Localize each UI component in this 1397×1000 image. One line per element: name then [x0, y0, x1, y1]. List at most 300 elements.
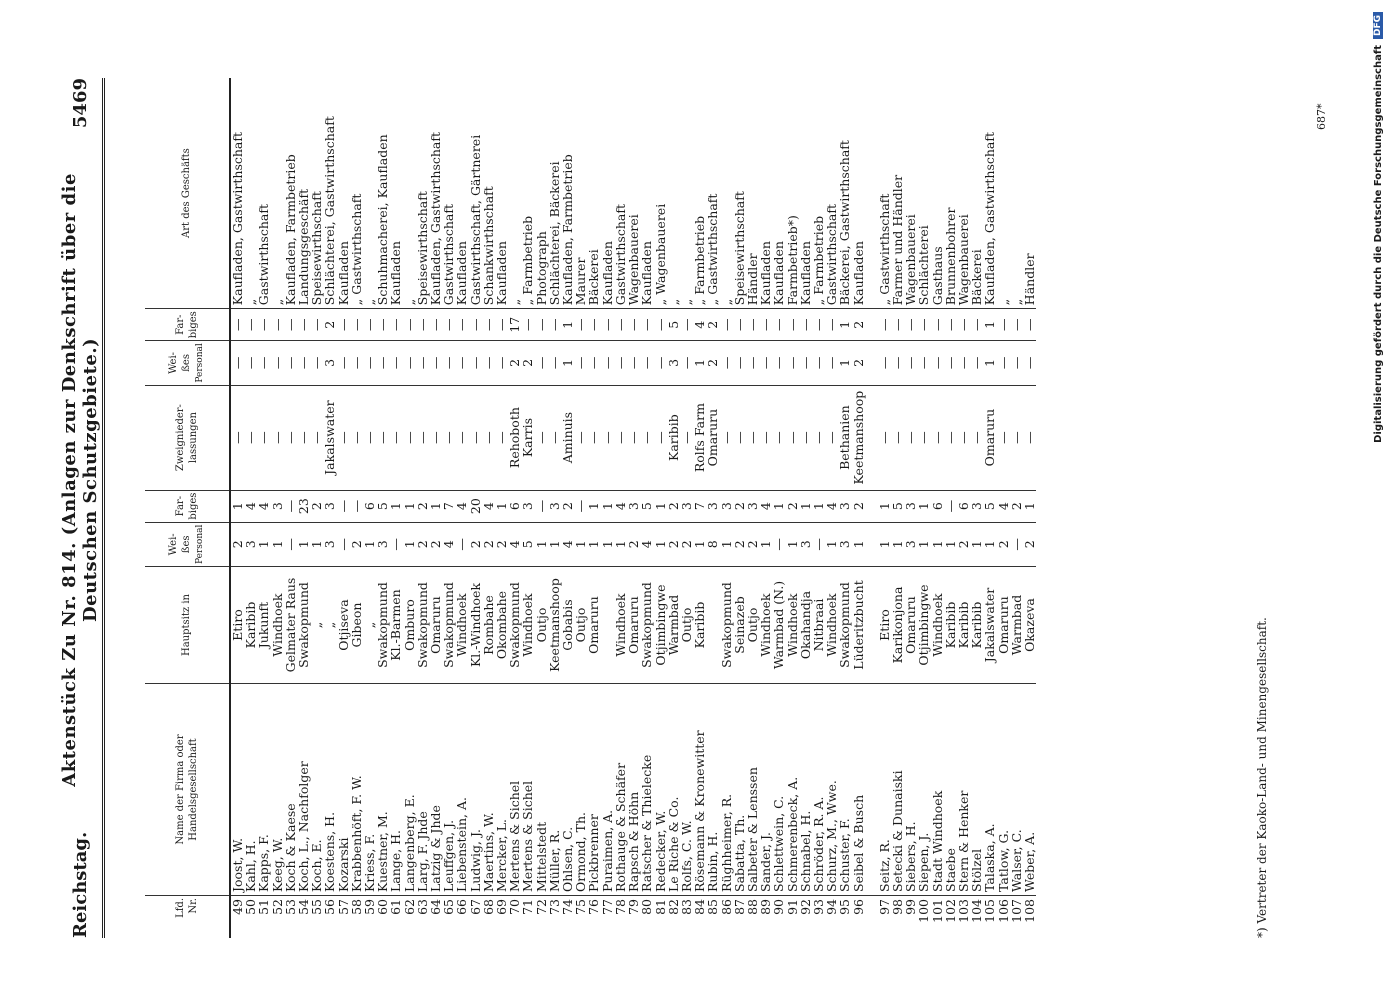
row-name: Mercker, L. — [495, 684, 508, 896]
table-row — [983, 78, 996, 938]
row-name: Stern & Henker — [957, 684, 970, 896]
row-nr: 107 — [1010, 896, 1023, 939]
row-nr: 106 — [997, 896, 1010, 939]
row-farbig-2: — — [614, 309, 627, 341]
row-weiss-1: 1 — [654, 522, 667, 566]
row-name: Stadt Windhoek — [931, 684, 944, 896]
row-name: Setecki & Dunaiski — [891, 684, 904, 896]
row-farbig-1: 7 — [693, 490, 706, 522]
row-nr: 74 — [561, 896, 574, 939]
row-weiss-2: — — [970, 341, 983, 385]
row-weiss-1: 1 — [931, 522, 944, 566]
row-weiss-1: 1 — [878, 522, 891, 566]
row-farbig-1: 3 — [548, 490, 561, 522]
row-art: „ — [678, 298, 694, 306]
row-weiss-2: — — [389, 341, 402, 385]
row-art: Kaufladen, Gastwirthschaft — [428, 131, 444, 306]
row-weiss-1: 1 — [271, 522, 284, 566]
row-nr: 102 — [944, 896, 957, 939]
row-name: Kahl, H. — [244, 684, 257, 896]
row-zweig: Karris — [521, 385, 534, 490]
row-name: Ohlsen, C. — [561, 684, 574, 896]
row-weiss-2: — — [640, 341, 653, 385]
row-sitz: Windhoek — [271, 567, 284, 684]
row-weiss-1: 2 — [680, 522, 693, 566]
row-weiss-1: 2 — [469, 522, 482, 566]
row-weiss-1: 3 — [904, 522, 917, 566]
row-name: Sander, J. — [759, 684, 772, 896]
table-row — [1023, 78, 1036, 938]
row-farbig-1: — — [350, 490, 363, 522]
row-art: Kaufladen — [639, 241, 655, 306]
row-zweig: — — [244, 385, 257, 490]
row-nr: 70 — [508, 896, 521, 939]
row-name: Langenberg, E. — [403, 684, 416, 896]
row-zweig: — — [614, 385, 627, 490]
row-nr: 95 — [838, 896, 851, 939]
row-farbig-1: 6 — [508, 490, 521, 522]
row-nr: 60 — [376, 896, 389, 939]
row-art: Kaufladen — [758, 241, 774, 306]
row-zweig: Rolfs Farm — [693, 385, 706, 490]
row-farbig-1: — — [337, 490, 350, 522]
row-nr: 100 — [917, 896, 930, 939]
row-zweig: — — [997, 385, 1010, 490]
row-zweig: — — [891, 385, 904, 490]
header-rule — [102, 78, 105, 938]
row-name: Ormond, Th. — [574, 684, 587, 896]
row-zweig: — — [403, 385, 416, 490]
row-nr: 55 — [310, 896, 323, 939]
row-art: Gastwirthschaft — [612, 203, 628, 306]
row-art: „ — [243, 298, 259, 306]
row-farbig-2: — — [271, 309, 284, 341]
row-name: Krabbenhöft, F. W. — [350, 684, 363, 896]
row-zweig: — — [917, 385, 930, 490]
row-art: „ Wagenbauerei — [652, 203, 668, 306]
row-weiss-2: — — [587, 341, 600, 385]
row-farbig-1: 6 — [363, 490, 376, 522]
row-sitz — [706, 567, 719, 684]
row-farbig-1: 6 — [957, 490, 970, 522]
table-row — [337, 78, 350, 938]
row-farbig-2: — — [931, 309, 944, 341]
table-row — [667, 78, 680, 938]
row-nr: 66 — [455, 896, 468, 939]
row-name: Leuffgen, J. — [442, 684, 455, 896]
row-name: Talaska, A. — [983, 684, 996, 896]
row-weiss-2: — — [271, 341, 284, 385]
row-zweig: — — [720, 385, 733, 490]
row-sitz: Windhoek — [455, 567, 468, 684]
row-art: „ Farmbetrieb — [810, 215, 826, 306]
row-nr: 90 — [772, 896, 785, 939]
row-farbig-1: 4 — [257, 490, 270, 522]
row-farbig-2: — — [746, 309, 759, 341]
row-weiss-2: — — [442, 341, 455, 385]
row-sitz: Omaruru — [904, 567, 917, 684]
row-weiss-2: — — [733, 341, 746, 385]
row-farbig-1: 7 — [442, 490, 455, 522]
row-art: Schankwirthschaft — [480, 186, 496, 306]
row-sitz: Okombahe — [495, 567, 508, 684]
row-sitz — [601, 567, 614, 684]
table-row — [257, 78, 270, 938]
row-gap — [865, 78, 878, 938]
row-weiss-2: 1 — [693, 341, 706, 385]
row-farbig-2: — — [601, 309, 614, 341]
row-zweig: Omaruru — [706, 385, 719, 490]
row-name: Kozarski — [337, 684, 350, 896]
row-weiss-1: 3 — [799, 522, 812, 566]
row-zweig: — — [1023, 385, 1036, 490]
row-farbig-1: — — [574, 490, 587, 522]
row-sitz: Gobabis — [561, 567, 574, 684]
row-farbig-2: 2 — [323, 309, 336, 341]
row-zweig: — — [376, 385, 389, 490]
row-weiss-1: 2 — [746, 522, 759, 566]
row-weiss-1: 1 — [614, 522, 627, 566]
row-nr: 85 — [706, 896, 719, 939]
row-nr: 53 — [284, 896, 297, 939]
row-nr: 76 — [587, 896, 600, 939]
row-weiss-1: 1 — [983, 522, 996, 566]
row-weiss-1: 2 — [733, 522, 746, 566]
row-farbig-2: — — [429, 309, 442, 341]
row-sitz: Karibib — [957, 567, 970, 684]
row-sitz: Swakopmund — [376, 567, 389, 684]
row-name: Ludwig, J. — [469, 684, 482, 896]
row-weiss-1: 1 — [535, 522, 548, 566]
row-farbig-2: — — [640, 309, 653, 341]
row-nr: 88 — [746, 896, 759, 939]
row-zweig: — — [363, 385, 376, 490]
row-art: Gastwirthschaft — [256, 203, 272, 306]
row-farbig-2: — — [733, 309, 746, 341]
row-nr: 108 — [1023, 896, 1036, 939]
row-weiss-1: 4 — [508, 522, 521, 566]
row-art: Kaufladen — [771, 241, 787, 306]
row-sitz: Kl.-Barmen — [389, 567, 402, 684]
row-farbig-2: — — [786, 309, 799, 341]
row-sitz: Karibib — [244, 567, 257, 684]
row-weiss-1: 4 — [442, 522, 455, 566]
business-table — [145, 78, 1036, 938]
table-row — [772, 78, 785, 938]
row-farbig-1: 4 — [825, 490, 838, 522]
row-sitz: Keetmanshoop — [548, 567, 561, 684]
row-name: Koch, L., Nachfolger — [297, 684, 310, 896]
col-name: Name der Firma oder Handelsgesellschaft — [145, 684, 230, 896]
row-farbig-2: 17 — [508, 309, 521, 341]
row-zweig: — — [310, 385, 323, 490]
table-row — [838, 78, 851, 938]
row-sitz: Windhoek — [825, 567, 838, 684]
row-farbig-1: 1 — [1023, 490, 1036, 522]
dfg-logo: DFG — [1373, 12, 1383, 39]
row-zweig: Aminuis — [561, 385, 574, 490]
row-art: „ Gastwirthschaft — [705, 193, 721, 306]
row-weiss-2: — — [1010, 341, 1023, 385]
row-farbig-1: 1 — [878, 490, 891, 522]
row-sitz: Windhoek — [614, 567, 627, 684]
row-name: Maertins, W. — [482, 684, 495, 896]
row-weiss-1: 2 — [416, 522, 429, 566]
row-zweig: — — [654, 385, 667, 490]
row-farbig-2: — — [244, 309, 257, 341]
row-zweig: — — [257, 385, 270, 490]
row-weiss-2: — — [403, 341, 416, 385]
row-sitz: Outjo — [746, 567, 759, 684]
row-art: Speisewirthschaft — [414, 191, 430, 306]
row-zweig: Keetmanshoop — [852, 385, 865, 490]
row-farbig-2: 2 — [706, 309, 719, 341]
row-sitz: Outjo — [574, 567, 587, 684]
row-weiss-1: 2 — [350, 522, 363, 566]
row-sitz: Otjimbingwe — [917, 567, 930, 684]
row-sitz: Karibib — [970, 567, 983, 684]
row-nr: 82 — [667, 896, 680, 939]
row-zweig: — — [812, 385, 825, 490]
row-nr: 68 — [482, 896, 495, 939]
row-farbig-1: 1 — [587, 490, 600, 522]
row-farbig-2: — — [416, 309, 429, 341]
row-art: Bäckerei — [586, 249, 602, 306]
row-art: Gastwirthschaft — [824, 203, 840, 306]
row-farbig-1: — — [535, 490, 548, 522]
row-name: Koch & Kaese — [284, 684, 297, 896]
row-nr: 79 — [627, 896, 640, 939]
row-weiss-1: 1 — [363, 522, 376, 566]
row-weiss-2: — — [614, 341, 627, 385]
row-art: „ — [995, 298, 1011, 306]
row-weiss-1: 1 — [601, 522, 614, 566]
row-zweig: — — [799, 385, 812, 490]
row-zweig: — — [970, 385, 983, 490]
row-sitz: Omaruru — [627, 567, 640, 684]
row-weiss-2: — — [310, 341, 323, 385]
row-nr: 91 — [786, 896, 799, 939]
row-weiss-1: 1 — [891, 522, 904, 566]
row-nr: 96 — [852, 896, 865, 939]
row-farbig-1: 2 — [416, 490, 429, 522]
row-weiss-2: 2 — [852, 341, 865, 385]
row-weiss-2: — — [482, 341, 495, 385]
row-nr: 78 — [614, 896, 627, 939]
row-name: Joost, W. — [230, 684, 244, 896]
row-art: Schlächterei — [916, 225, 932, 306]
row-farbig-1: 1 — [812, 490, 825, 522]
row-sitz: Otjiseva — [337, 567, 350, 684]
row-art: „ Gastwirthschaft — [348, 193, 364, 306]
row-zweig: — — [825, 385, 838, 490]
row-zweig: — — [337, 385, 350, 490]
row-name: Kuestner, M. — [376, 684, 389, 896]
row-weiss-1: 2 — [482, 522, 495, 566]
row-weiss-2: 2 — [706, 341, 719, 385]
row-name: Rolfs, C. W. — [680, 684, 693, 896]
row-weiss-2: — — [627, 341, 640, 385]
row-farbig-1: 4 — [614, 490, 627, 522]
row-farbig-1: 3 — [521, 490, 534, 522]
row-name: Puraimen, A. — [601, 684, 614, 896]
row-nr: 58 — [350, 896, 363, 939]
row-weiss-1: 1 — [310, 522, 323, 566]
row-weiss-1: 1 — [548, 522, 561, 566]
row-weiss-2: — — [363, 341, 376, 385]
row-farbig-2: 1 — [838, 309, 851, 341]
row-weiss-1: 1 — [257, 522, 270, 566]
row-sitz: Jakalswater — [983, 567, 996, 684]
table-row — [403, 78, 416, 938]
row-sitz: Outjo — [535, 567, 548, 684]
row-sitz: Outjo — [680, 567, 693, 684]
row-farbig-1: 5 — [891, 490, 904, 522]
row-art: Speisewirthschaft — [731, 191, 747, 306]
table-row — [799, 78, 812, 938]
row-sitz: Nitbraai — [812, 567, 825, 684]
row-nr: 103 — [957, 896, 970, 939]
row-weiss-2: — — [429, 341, 442, 385]
row-sitz: Swakopmund — [838, 567, 851, 684]
row-sitz: Omaruru — [997, 567, 1010, 684]
row-nr: 62 — [403, 896, 416, 939]
row-farbig-2: — — [904, 309, 917, 341]
row-farbig-2: — — [442, 309, 455, 341]
row-weiss-2: — — [931, 341, 944, 385]
row-zweig: — — [535, 385, 548, 490]
row-nr: 93 — [812, 896, 825, 939]
row-art: Farmbetrieb*) — [784, 215, 800, 306]
row-weiss-1: 3 — [244, 522, 257, 566]
table-header-row — [145, 78, 230, 938]
row-art: „ — [507, 298, 523, 306]
row-nr: 65 — [442, 896, 455, 939]
row-name: Schmerenbeck, A. — [786, 684, 799, 896]
row-art: Speisewirthschaft — [309, 191, 325, 306]
row-nr: 59 — [363, 896, 376, 939]
row-weiss-2: — — [495, 341, 508, 385]
row-weiss-2: — — [337, 341, 350, 385]
row-sitz: Omaruru — [429, 567, 442, 684]
row-farbig-1: 3 — [838, 490, 851, 522]
row-nr: 61 — [389, 896, 402, 939]
row-nr: 52 — [271, 896, 284, 939]
row-sitz: Etiro — [230, 567, 244, 684]
table-row — [654, 78, 667, 938]
row-farbig-1: — — [284, 490, 297, 522]
row-weiss-2: — — [891, 341, 904, 385]
row-zweig: — — [271, 385, 284, 490]
row-name: Staebe — [944, 684, 957, 896]
row-sitz: Warmbad — [667, 567, 680, 684]
table-row — [997, 78, 1010, 938]
row-nr: 104 — [970, 896, 983, 939]
row-nr: 80 — [640, 896, 653, 939]
row-farbig-1: 4 — [759, 490, 772, 522]
row-farbig-1: 4 — [997, 490, 1010, 522]
row-farbig-1: 2 — [561, 490, 574, 522]
row-art: Kaufladen — [388, 241, 404, 306]
col-sitz: Hauptsitz in — [145, 567, 230, 684]
row-weiss-2: 1 — [838, 341, 851, 385]
page-number: 5469 — [69, 78, 91, 129]
row-art: „ Farmbetrieb — [692, 215, 708, 306]
row-weiss-1: 1 — [297, 522, 310, 566]
row-art: „ — [269, 298, 285, 306]
row-sitz: Okahandja — [799, 567, 812, 684]
row-nr: 81 — [654, 896, 667, 939]
row-weiss-2: — — [455, 341, 468, 385]
row-zweig: — — [878, 385, 891, 490]
row-art: „ — [665, 298, 681, 306]
row-sitz: Swakopmund — [720, 567, 733, 684]
row-sitz: Omaruru — [587, 567, 600, 684]
row-weiss-1: 2 — [997, 522, 1010, 566]
row-zweig: — — [904, 385, 917, 490]
row-nr: 67 — [469, 896, 482, 939]
row-farbig-2: 4 — [693, 309, 706, 341]
row-farbig-2: — — [1010, 309, 1023, 341]
row-zweig: — — [759, 385, 772, 490]
row-farbig-1: 1 — [403, 490, 416, 522]
row-farbig-2: — — [759, 309, 772, 341]
row-sitz: Windhoek — [931, 567, 944, 684]
row-nr: 75 — [574, 896, 587, 939]
row-weiss-2: — — [601, 341, 614, 385]
row-sitz: Jukunft — [257, 567, 270, 684]
row-name: Schuster, F. — [838, 684, 851, 896]
row-name: Siebers, H. — [904, 684, 917, 896]
row-name: Rapsch & Höhn — [627, 684, 640, 896]
row-name: Schurz, M., Wwe. — [825, 684, 838, 896]
row-nr: 54 — [297, 896, 310, 939]
row-weiss-2: 1 — [561, 341, 574, 385]
col-art: Art des Geschäfts — [145, 78, 230, 309]
table-row — [720, 78, 733, 938]
row-name: Koch, E. — [310, 684, 323, 896]
row-farbig-1: 3 — [627, 490, 640, 522]
row-name: Lange, H. — [389, 684, 402, 896]
row-farbig-1: 2 — [733, 490, 746, 522]
row-art: Bäckerei, Gastwirthschaft — [837, 140, 853, 306]
row-farbig-2: — — [812, 309, 825, 341]
row-weiss-2: — — [244, 341, 257, 385]
row-farbig-2: — — [284, 309, 297, 341]
row-farbig-1: 5 — [376, 490, 389, 522]
row-nr: 49 — [230, 896, 244, 939]
row-farbig-2: — — [297, 309, 310, 341]
row-sitz: Karibib — [693, 567, 706, 684]
row-farbig-2: — — [799, 309, 812, 341]
row-zweig: — — [495, 385, 508, 490]
row-weiss-1: 3 — [838, 522, 851, 566]
row-farbig-1: 5 — [983, 490, 996, 522]
row-name: Walser, C. — [1010, 684, 1023, 896]
row-name: Le Riche & Co. — [667, 684, 680, 896]
row-weiss-1: 2 — [495, 522, 508, 566]
row-sitz: Swakopmund — [297, 567, 310, 684]
row-art: „ — [362, 298, 378, 306]
row-art: Kaufladen — [797, 241, 813, 306]
row-farbig-1: 3 — [746, 490, 759, 522]
row-nr: 57 — [337, 896, 350, 939]
row-name: Salbeter & Lenssen — [746, 684, 759, 896]
row-farbig-2: — — [957, 309, 970, 341]
row-farbig-1: 3 — [970, 490, 983, 522]
row-art: Maurer — [573, 257, 589, 306]
row-weiss-1: 8 — [706, 522, 719, 566]
